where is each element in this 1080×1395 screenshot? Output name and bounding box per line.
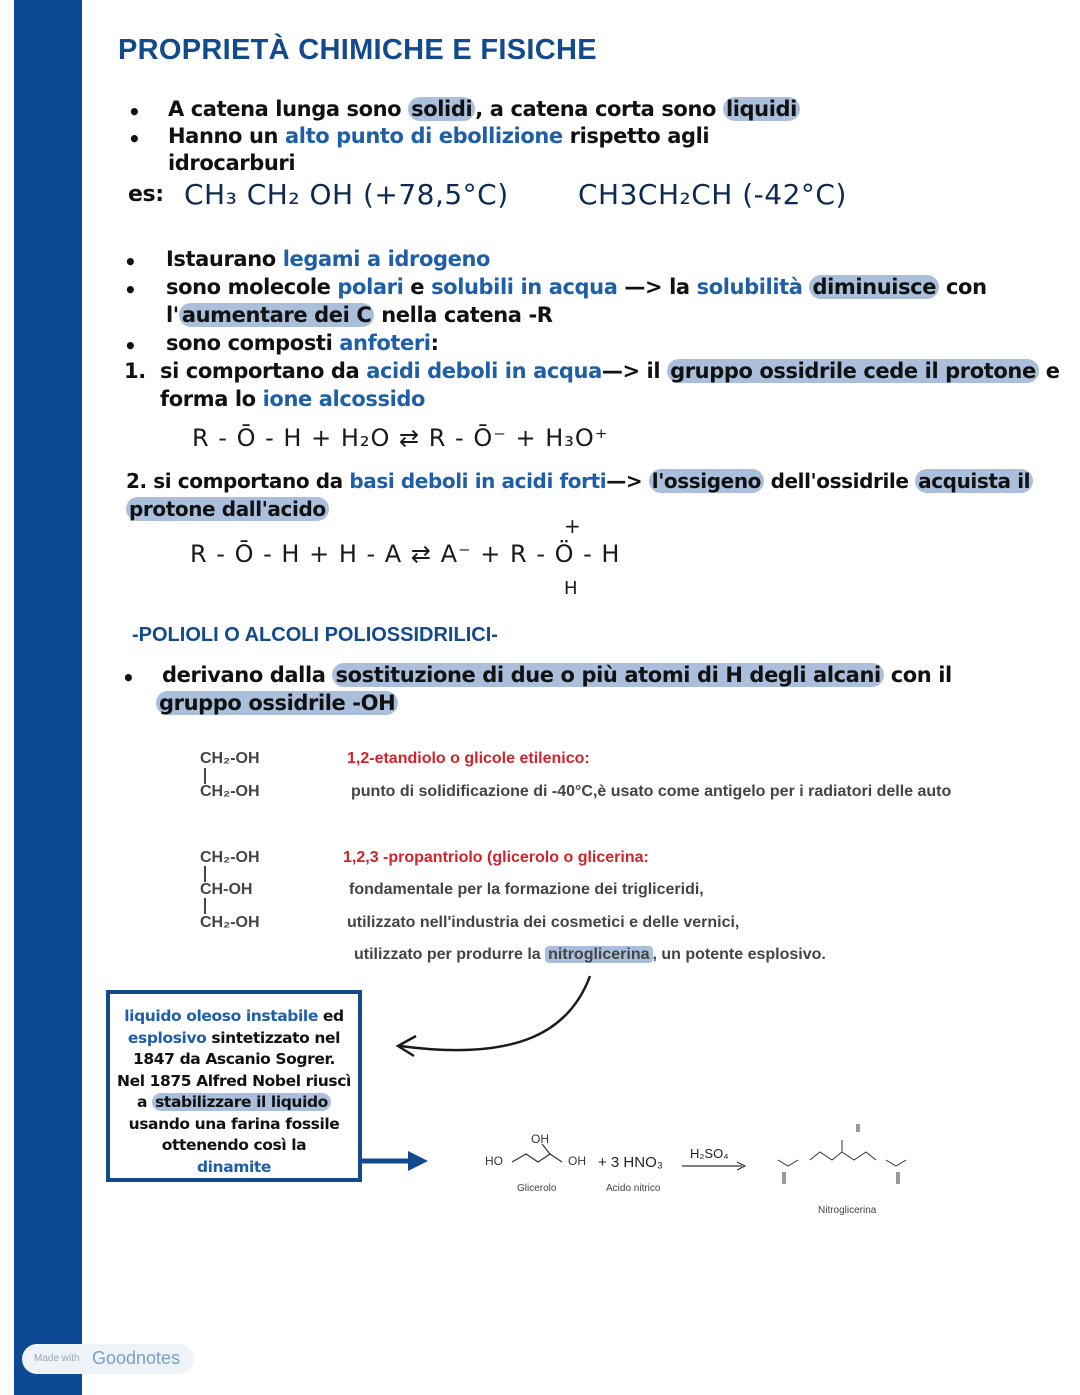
note-box-dynamite (106, 990, 362, 1182)
blue-term: ione alcossido (262, 387, 426, 411)
text: nella catena -R (374, 303, 553, 327)
text: , a catena corta sono (475, 97, 723, 121)
bullet-dot: • (124, 278, 137, 302)
bullet-dot: • (128, 127, 141, 151)
glycol-description: punto di solidificazione di -40°C,è usato come antigelo per i radiatori delle auto (351, 783, 952, 800)
reaction-catalyst: H₂SO₄ (690, 1146, 729, 1161)
bullet-text-polyols (162, 663, 952, 687)
highlight: stabilizzare il liquido (152, 1093, 331, 1111)
numbered-text-base (126, 469, 1033, 493)
text: sintetizzato nel (206, 1028, 341, 1047)
bullet-text-continuation (166, 303, 553, 327)
blue-term: alto punto di ebollizione (285, 124, 563, 148)
numbered-text-continuation (126, 497, 329, 521)
formula-ethanol: CH₃ CH₂ OH (+78,5°C) (184, 178, 509, 211)
blue-term: polari (337, 275, 404, 299)
highlight: diminuisce (809, 275, 939, 299)
highlight: aumentare dei C (179, 303, 375, 327)
bullet-text-state (168, 97, 800, 121)
text: ed (317, 1007, 344, 1025)
note-line (116, 1028, 352, 1050)
reaction-nitric-acid: + 3 HNO₃ (598, 1154, 663, 1171)
glycerol-name: 1,2,3 -propantriolo (glicerolo o glicerina: (343, 849, 649, 866)
note-line (116, 1092, 352, 1114)
reaction-oh-top: OH (531, 1132, 549, 1146)
label-nitroglycerin: Nitroglicerina (818, 1205, 877, 1216)
blue-term: legami a idrogeno (282, 247, 491, 271)
bullet-dot: • (122, 666, 135, 690)
bullet-text-polar (166, 275, 987, 299)
bullet-dot: • (124, 334, 137, 358)
example-label: es: (128, 182, 164, 207)
note-line-dynamite: dinamite (196, 1157, 272, 1176)
text: sono molecole (166, 275, 338, 299)
highlight: gruppo ossidrile cede il protone (667, 359, 1039, 383)
bullet-dot: • (124, 250, 137, 274)
glycerol-desc-2: utilizzato nell'industria dei cosmetici e delle vernici, (347, 914, 740, 931)
text: rispetto agli (562, 124, 710, 148)
text: —> il (601, 359, 668, 383)
note-line: Nel 1875 Alfred Nobel riuscì (117, 1071, 351, 1090)
highlight: l'ossigeno (649, 469, 764, 493)
text: con (939, 275, 987, 299)
formula-propane: CH3CH₂CH (-42°C) (578, 178, 847, 211)
bullet-text-continuation: idrocarburi (168, 151, 296, 175)
bullet-text-amphoteric (166, 331, 439, 355)
bond-line (204, 898, 206, 914)
glycerol-formula-line2: CH-OH (200, 881, 253, 898)
equation-hydrogen: H (564, 578, 579, 599)
highlight-liquidi: liquidi (723, 97, 800, 121)
glycol-formula-line2: CH₂-OH (200, 783, 260, 800)
label-glycerol: Glicerolo (517, 1183, 557, 1194)
label-nitric-acid: Acido nitrico (606, 1183, 661, 1194)
text: Istaurano (166, 247, 283, 271)
text: dell'ossidrile (764, 469, 916, 493)
note-line: ottenendo così la (161, 1136, 307, 1154)
bullet-dot: • (128, 100, 141, 124)
bullet-text-boiling (168, 124, 709, 148)
text: e (403, 275, 432, 299)
text: con il (883, 663, 952, 687)
highlight: gruppo ossidrile -OH (156, 691, 398, 715)
highlight: protone dall'acido (126, 497, 329, 521)
page-title: PROPRIETÀ CHIMICHE E FISICHE (118, 34, 597, 66)
glycerol-desc-3 (354, 946, 826, 964)
reaction-oh-right: OH (568, 1154, 586, 1168)
bullet-text-continuation (156, 691, 398, 715)
text: e (1038, 359, 1060, 383)
text: A catena lunga sono (168, 97, 409, 121)
blue-term: anfoteri (339, 331, 431, 355)
text: utilizzato per produrre la (354, 946, 546, 963)
bullet-text-hydrogen (166, 247, 490, 271)
text: derivano dalla (162, 663, 333, 687)
equation-charge-plus: + (564, 514, 582, 538)
text: si comportano da (160, 359, 367, 383)
left-sidebar-bar (14, 0, 82, 1395)
glycol-formula-line1: CH₂-OH (200, 750, 260, 767)
text: forma lo (160, 387, 263, 411)
note-line: usando una farina fossile (128, 1114, 340, 1133)
highlight: acquista il (915, 469, 1033, 493)
blue-term: solubili in acqua (431, 275, 618, 299)
blue-term: solubilità (696, 275, 803, 299)
text: Hanno un (168, 124, 285, 148)
watermark-brand: Goodnotes (92, 1348, 181, 1368)
blue-term: basi deboli in acidi forti (349, 469, 607, 493)
text: sono composti (166, 331, 340, 355)
equation-oxonium: R - Ō - H + H - A ⇄ A⁻ + R - Ö - H (190, 540, 621, 568)
highlight-nitroglycerin: nitroglicerina (545, 946, 652, 963)
text: : (430, 331, 439, 355)
text: a (137, 1093, 153, 1111)
curved-arrow-icon (380, 970, 610, 1070)
right-arrow-icon (362, 1148, 432, 1174)
watermark-small-text: Made with (34, 1353, 80, 1364)
numbered-text-continuation (160, 387, 425, 411)
note-line (116, 1006, 352, 1028)
text: —> la (617, 275, 697, 299)
text: , un potente esplosivo. (652, 946, 826, 963)
glycerol-desc-1: fondamentale per la formazione dei trigliceridi, (349, 881, 704, 898)
glycol-name: 1,2-etandiolo o glicole etilenico: (347, 750, 590, 767)
text: —> (606, 469, 649, 493)
glycerol-formula-line3: CH₂-OH (200, 914, 260, 931)
blue-term: liquido oleoso instabile (124, 1007, 318, 1025)
note-line: 1847 da Ascanio Sogrer. (133, 1050, 335, 1068)
section-subtitle: -POLIOLI O ALCOLI POLIOSSIDRILICI- (132, 624, 498, 646)
glycerol-formula-line1: CH₂-OH (200, 849, 260, 866)
goodnotes-watermark (22, 1344, 194, 1374)
list-number: 1. (124, 359, 146, 383)
highlight: sostituzione di due o più atomi di H degli alcani (332, 663, 883, 687)
text: l' (166, 303, 179, 327)
bond-line (204, 866, 206, 882)
highlight-solidi: solidi (408, 97, 475, 121)
equation-alkoxide: R - Ō - H + H₂O ⇄ R - Ō⁻ + H₃O⁺ (192, 424, 609, 452)
blue-term: acidi deboli in acqua (366, 359, 602, 383)
text: 2. si comportano da (126, 469, 350, 493)
numbered-text-acid (160, 359, 1060, 383)
bond-line (204, 768, 206, 784)
blue-term: esplosivo (127, 1028, 207, 1047)
reaction-ho: HO (485, 1154, 503, 1168)
